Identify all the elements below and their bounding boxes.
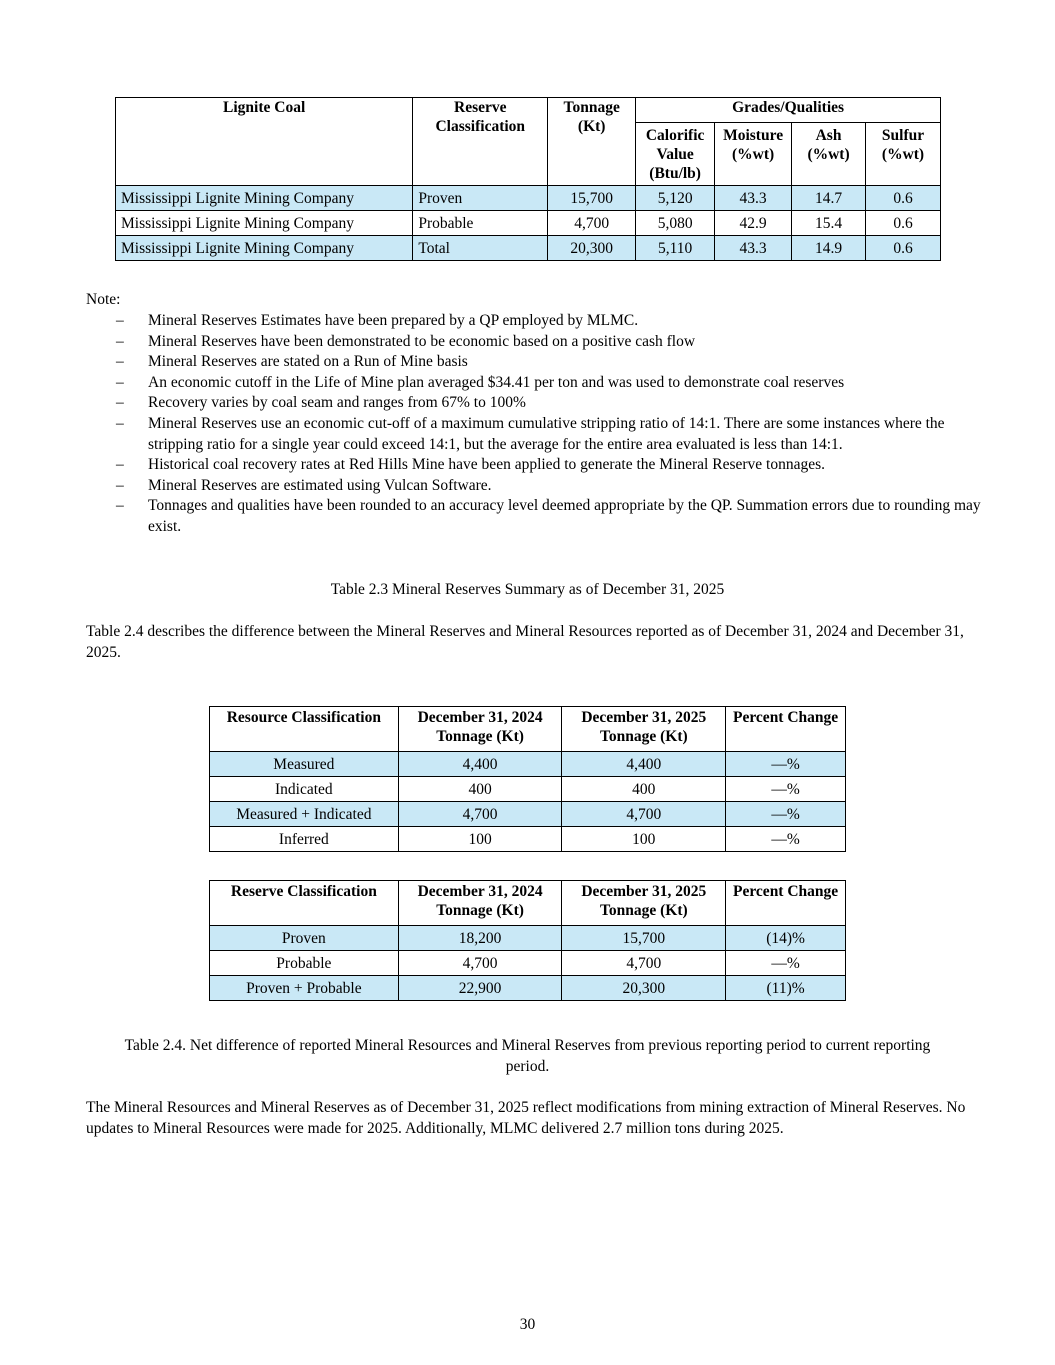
header-moisture: Moisture (%wt) xyxy=(715,123,792,186)
dash-bullet: – xyxy=(116,312,124,329)
cell-sulfur: 0.6 xyxy=(866,186,941,211)
note-text: Mineral Reserves have been demonstrated to be economic based on a positive cash flow xyxy=(148,332,696,350)
cell-tonnage: 20,300 xyxy=(548,236,636,261)
table-row xyxy=(210,926,846,951)
cell-classification: Probable xyxy=(413,211,548,236)
note-item xyxy=(116,455,986,476)
header-resource-classification: Resource Classification xyxy=(210,707,399,752)
note-item xyxy=(116,496,986,537)
note-text: Mineral Reserves Estimates have been prepared by a QP employed by MLMC. xyxy=(148,312,639,329)
dash-bullet: – xyxy=(116,497,124,515)
table-row xyxy=(210,976,846,1001)
header-sulfur: Sulfur (%wt) xyxy=(866,123,941,186)
header-ash: Ash (%wt) xyxy=(792,123,866,186)
dash-bullet: – xyxy=(116,456,124,474)
table-row xyxy=(116,186,941,211)
dash-bullet: – xyxy=(116,353,124,371)
table-2-3-caption: Table 2.3 Mineral Reserves Summary as of December 31, 2025 xyxy=(330,581,725,598)
intro-paragraph: Table 2.4 describes the difference between the Mineral Reserves and Mineral Resources reported as of December 31, 2024 and December 31, 2025. xyxy=(86,623,964,661)
cell-2025-tonnage: 15,700 xyxy=(562,926,726,951)
cell-classification: Probable xyxy=(210,951,399,976)
header-dec-2025-tonnage: December 31, 2025 Tonnage (Kt) xyxy=(562,707,726,752)
cell-percent-change: —% xyxy=(726,752,846,777)
table-row xyxy=(210,752,846,777)
cell-ash: 14.9 xyxy=(792,236,866,261)
note-label: Note: xyxy=(86,291,121,308)
cell-moisture: 43.3 xyxy=(715,236,792,261)
page-number: 30 xyxy=(519,1316,536,1333)
cell-moisture: 43.3 xyxy=(715,186,792,211)
cell-sulfur: 0.6 xyxy=(866,236,941,261)
cell-2024-tonnage: 4,700 xyxy=(398,802,562,827)
header-calorific: Calorific Value (Btu/lb) xyxy=(636,123,715,186)
dash-bullet: – xyxy=(116,394,124,412)
header-grades-qualities: Grades/Qualities xyxy=(636,98,941,123)
cell-sulfur: 0.6 xyxy=(866,211,941,236)
cell-2025-tonnage: 20,300 xyxy=(562,976,726,1001)
table-row xyxy=(116,236,941,261)
dash-bullet: – xyxy=(116,332,124,350)
cell-2024-tonnage: 400 xyxy=(398,777,562,802)
note-text: An economic cutoff in the Life of Mine plan averaged $34.41 per ton and was used to demonstrate coal reserves xyxy=(148,373,845,391)
cell-classification: Inferred xyxy=(210,827,399,852)
note-item xyxy=(116,393,986,414)
table-header-row xyxy=(116,98,941,123)
cell-2024-tonnage: 4,700 xyxy=(398,951,562,976)
header-reserve-classification: Reserve Classification xyxy=(210,881,399,926)
note-text: Recovery varies by coal seam and ranges from 67% to 100% xyxy=(148,394,526,412)
dash-bullet: – xyxy=(116,476,124,494)
cell-percent-change: (14)% xyxy=(726,926,846,951)
note-item xyxy=(116,332,986,353)
closing-paragraph: The Mineral Resources and Mineral Reserves as of December 31, 2025 reflect modifications from mining extraction of Mineral Reserves. No updates to Mineral Resources were made for 2025. Additionally, MLMC delivered 2.7 million tons during 2025. xyxy=(86,1099,966,1137)
cell-classification: Measured xyxy=(210,752,399,777)
header-reserve-classification: Reserve Classification xyxy=(413,98,548,186)
cell-2024-tonnage: 18,200 xyxy=(398,926,562,951)
table-header-row xyxy=(210,881,846,926)
table-row xyxy=(210,951,846,976)
cell-tonnage: 4,700 xyxy=(548,211,636,236)
cell-percent-change: —% xyxy=(726,777,846,802)
cell-percent-change: —% xyxy=(726,827,846,852)
note-text: Tonnages and qualities have been rounded to an accuracy level deemed appropriate by the QP. Summation errors due to rounding may exist. xyxy=(148,497,981,535)
header-percent-change: Percent Change xyxy=(726,707,846,752)
cell-classification: Indicated xyxy=(210,777,399,802)
cell-company: Mississippi Lignite Mining Company xyxy=(116,236,413,261)
dash-bullet: – xyxy=(116,414,124,432)
cell-company: Mississippi Lignite Mining Company xyxy=(116,211,413,236)
cell-2025-tonnage: 4,700 xyxy=(562,802,726,827)
cell-ash: 15.4 xyxy=(792,211,866,236)
table-2-4-caption: Table 2.4. Net difference of reported Mineral Resources and Mineral Reserves from previous reporting period to current reporting period. xyxy=(124,1037,931,1075)
table-row xyxy=(210,802,846,827)
cell-2025-tonnage: 400 xyxy=(562,777,726,802)
cell-calorific: 5,080 xyxy=(636,211,715,236)
header-percent-change: Percent Change xyxy=(726,881,846,926)
cell-company: Mississippi Lignite Mining Company xyxy=(116,186,413,211)
note-item xyxy=(116,352,986,373)
cell-classification: Proven + Probable xyxy=(210,976,399,1001)
table-row xyxy=(116,211,941,236)
cell-2025-tonnage: 100 xyxy=(562,827,726,852)
cell-percent-change: (11)% xyxy=(726,976,846,1001)
cell-2024-tonnage: 22,900 xyxy=(398,976,562,1001)
notes-list xyxy=(116,311,986,538)
note-text: Mineral Reserves use an economic cut-off of a maximum cumulative stripping ratio of 14:1. There are some instances where the stripping ratio for a single year could exceed 14:1, but the average for the entire area evaluated is less than 14:1. xyxy=(148,414,945,453)
cell-moisture: 42.9 xyxy=(715,211,792,236)
table-row xyxy=(210,827,846,852)
note-text: Mineral Reserves are estimated using Vulcan Software. xyxy=(148,476,492,494)
cell-calorific: 5,110 xyxy=(636,236,715,261)
table-header-row xyxy=(210,707,846,752)
note-item xyxy=(116,476,986,497)
cell-2025-tonnage: 4,400 xyxy=(562,752,726,777)
note-item xyxy=(116,373,986,394)
cell-2024-tonnage: 4,400 xyxy=(398,752,562,777)
reserve-comparison-table xyxy=(209,880,846,1001)
cell-classification: Proven xyxy=(413,186,548,211)
dash-bullet: – xyxy=(116,373,124,391)
mineral-reserves-table xyxy=(115,97,941,261)
cell-classification: Measured + Indicated xyxy=(210,802,399,827)
note-item xyxy=(116,414,986,455)
cell-ash: 14.7 xyxy=(792,186,866,211)
header-dec-2024-tonnage: December 31, 2024 Tonnage (Kt) xyxy=(398,881,562,926)
cell-percent-change: —% xyxy=(726,802,846,827)
cell-2024-tonnage: 100 xyxy=(398,827,562,852)
header-tonnage: Tonnage (Kt) xyxy=(548,98,636,186)
header-dec-2024-tonnage: December 31, 2024 Tonnage (Kt) xyxy=(398,707,562,752)
resource-comparison-table xyxy=(209,706,846,852)
cell-tonnage: 15,700 xyxy=(548,186,636,211)
cell-classification: Total xyxy=(413,236,548,261)
note-item xyxy=(116,311,986,332)
cell-2025-tonnage: 4,700 xyxy=(562,951,726,976)
table-row xyxy=(210,777,846,802)
cell-calorific: 5,120 xyxy=(636,186,715,211)
cell-classification: Proven xyxy=(210,926,399,951)
note-text: Historical coal recovery rates at Red Hills Mine have been applied to generate the Mineral Reserve tonnages. xyxy=(148,456,826,474)
cell-percent-change: —% xyxy=(726,951,846,976)
note-text: Mineral Reserves are stated on a Run of Mine basis xyxy=(148,353,468,371)
header-dec-2025-tonnage: December 31, 2025 Tonnage (Kt) xyxy=(562,881,726,926)
header-lignite-coal: Lignite Coal xyxy=(116,98,413,186)
